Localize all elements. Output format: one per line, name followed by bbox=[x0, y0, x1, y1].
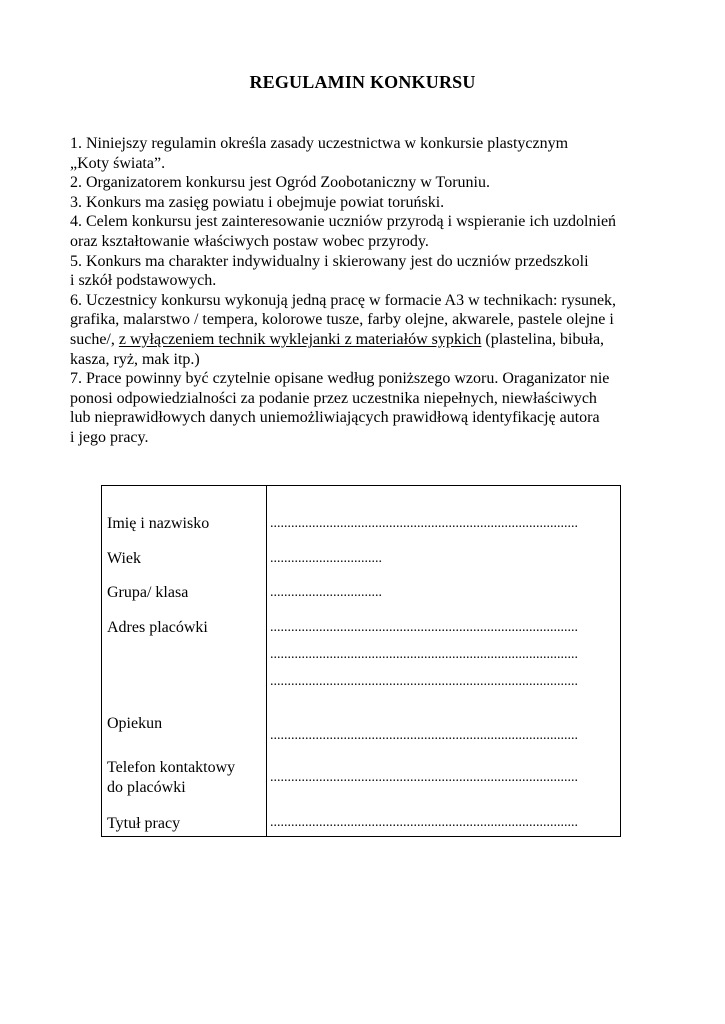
rule-line: kasza, ryż, mak itp.) bbox=[70, 350, 200, 368]
group-field[interactable]: ................................ bbox=[270, 585, 382, 600]
address-field-line-2[interactable]: ........................................................................................ bbox=[270, 647, 578, 662]
name-field[interactable]: ........................................................................................ bbox=[270, 516, 578, 531]
name-label: Imię i nazwisko bbox=[107, 515, 210, 532]
rule-line: oraz kształtowanie właściwych postaw wobec przyrody. bbox=[70, 232, 429, 250]
phone-field[interactable]: ........................................................................................ bbox=[270, 770, 578, 785]
work-title-field[interactable]: ........................................................................................ bbox=[270, 815, 578, 830]
age-label: Wiek bbox=[107, 550, 142, 567]
entry-form-table bbox=[101, 485, 621, 837]
rule-line: 4. Celem konkursu jest zainteresowanie uczniów przyrodą i wspieranie ich uzdolnień bbox=[70, 213, 617, 231]
rule-line: i jego pracy. bbox=[70, 428, 149, 446]
work-title-label: Tytuł pracy bbox=[107, 815, 181, 832]
guardian-label: Opiekun bbox=[107, 715, 163, 732]
rule-line: 7. Prace powinny być czytelnie opisane według poniższego wzoru. Oraganizator nie bbox=[70, 370, 610, 388]
rule-line: lub nieprawidłowych danych uniemożliwiających prawidłową identyfikację autora bbox=[70, 409, 600, 427]
rule-line: 5. Konkurs ma charakter indywidualny i skierowany jest do uczniów przedszkoli bbox=[70, 252, 589, 270]
phone-label-line-1: Telefon kontaktowy bbox=[107, 759, 236, 776]
rule-line: „Koty świata”. bbox=[70, 154, 166, 172]
phone-label-line-2: do placówki bbox=[107, 779, 186, 796]
rule-line: 1. Niniejszy regulamin określa zasady uczestnictwa w konkursie plastycznym bbox=[70, 135, 569, 152]
address-label: Adres placówki bbox=[107, 619, 208, 636]
rule-line: 6. Uczestnicy konkursu wykonują jedną pracę w formacie A3 w technikach: rysunek, bbox=[70, 291, 617, 309]
guardian-field[interactable]: ........................................................................................ bbox=[270, 728, 578, 743]
page-title: REGULAMIN KONKURSU bbox=[249, 72, 476, 92]
rule-text: suche/, bbox=[70, 330, 119, 348]
rule-line: grafika, malarstwo / tempera, kolorowe tusze, farby olejne, akwarele, pastele olejne i bbox=[70, 311, 614, 329]
rule-text: (plastelina, bibuła, bbox=[481, 330, 605, 348]
underlined-exclusion-text: z wyłączeniem technik wyklejanki z materiałów sypkich bbox=[118, 330, 482, 348]
age-field[interactable]: ................................ bbox=[270, 551, 382, 566]
rule-line: 3. Konkurs ma zasięg powiatu i obejmuje powiat toruński. bbox=[70, 193, 445, 211]
address-field-line-1[interactable]: ........................................................................................ bbox=[270, 620, 578, 635]
rule-line bbox=[70, 330, 670, 350]
column-divider bbox=[266, 486, 267, 836]
rule-line: ponosi odpowiedzialności za podanie przez uczestnika niepełnych, niewłaściwych bbox=[70, 389, 597, 407]
rule-line: i szkół podstawowych. bbox=[70, 272, 217, 290]
rules-section bbox=[70, 134, 670, 448]
group-label: Grupa/ klasa bbox=[107, 584, 189, 601]
rule-line: 2. Organizatorem konkursu jest Ogród Zoobotaniczny w Toruniu. bbox=[70, 174, 490, 192]
address-field-line-3[interactable]: ........................................................................................ bbox=[270, 674, 578, 689]
